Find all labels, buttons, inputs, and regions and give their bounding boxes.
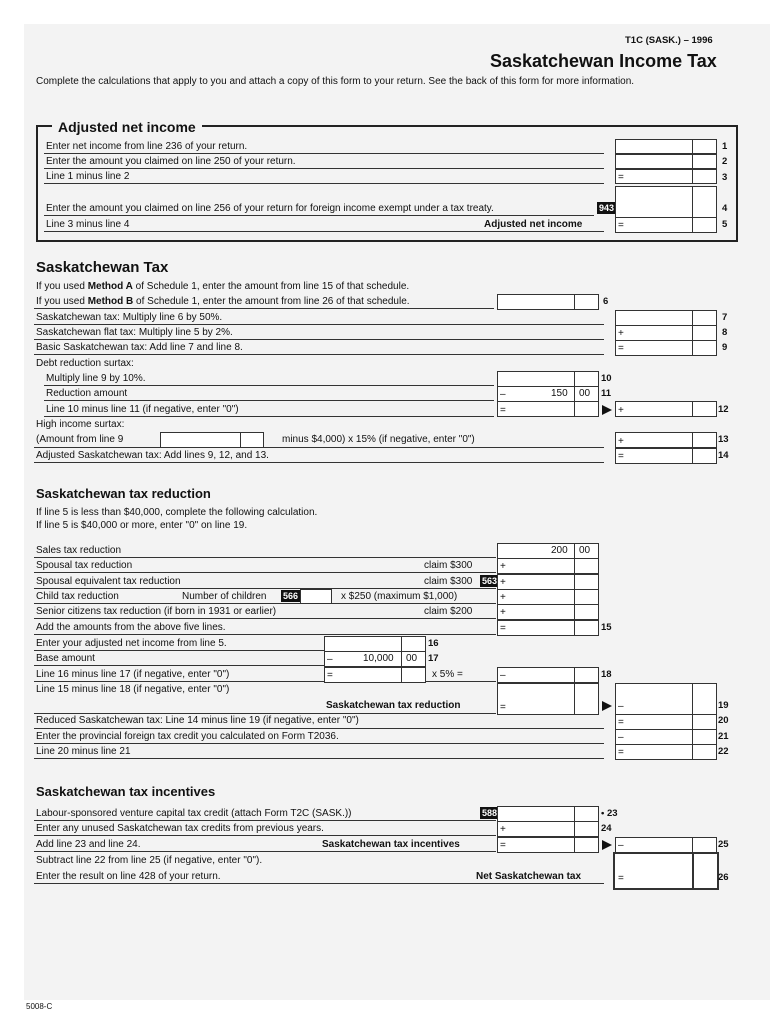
- line19-sub-cents[interactable]: [574, 683, 599, 715]
- form-code: T1C (SASK.) – 1996: [625, 35, 713, 46]
- line12-sub-cents[interactable]: [574, 401, 599, 417]
- line3-cents[interactable]: [692, 169, 717, 184]
- high-surtax-heading: High income surtax:: [36, 419, 125, 430]
- line19-text: Line 15 minus line 18 (if negative, enter "0"): [36, 684, 230, 695]
- base-amount-label: Base amount: [36, 653, 95, 664]
- line20-cents[interactable]: [692, 714, 717, 730]
- line12-input[interactable]: [615, 401, 694, 417]
- line5-input[interactable]: [615, 217, 694, 233]
- senior-label: Senior citizens tax reduction (if born in 1931 or earlier): [36, 606, 277, 617]
- line13-amount-input[interactable]: [160, 432, 242, 448]
- senior-cents[interactable]: [574, 604, 599, 620]
- line22-input[interactable]: [615, 744, 694, 760]
- arrow-right-icon: [602, 405, 612, 415]
- child-input[interactable]: [497, 589, 576, 605]
- code-563: 563: [482, 576, 498, 586]
- line9-input[interactable]: [615, 340, 694, 356]
- footer-code: 5008-C: [26, 1002, 53, 1011]
- intro-text: Complete the calculations that apply to you and attach a copy of this form to your return. See the back of this form for more information.: [36, 76, 635, 87]
- spousal-cents[interactable]: [574, 558, 599, 574]
- line8-text: Saskatchewan flat tax: Multiply line 5 by 2%.: [36, 327, 233, 338]
- line25-sub-input[interactable]: [497, 837, 576, 853]
- equiv-cents[interactable]: [574, 574, 599, 590]
- line7-text: Saskatchewan tax: Multiply line 6 by 50%.: [36, 312, 223, 323]
- code-943: 943: [599, 203, 615, 213]
- reduction-amount-value: 150: [551, 388, 568, 399]
- line13-text-a: (Amount from line 9: [36, 434, 124, 445]
- line14-text: Adjusted Saskatchewan tax: Add lines 9, 12, and 13.: [36, 450, 269, 461]
- line25-text: Add line 23 and line 24.: [36, 839, 141, 850]
- code-566: 566: [283, 591, 299, 601]
- line8-cents[interactable]: [692, 325, 717, 341]
- line5-cents[interactable]: [692, 217, 717, 233]
- line21-input[interactable]: [615, 729, 694, 745]
- line12-text: Line 10 minus line 11 (if negative, enter "0"): [46, 404, 239, 415]
- line5-num: 5: [722, 219, 728, 230]
- ani-line1-text: Enter net income from line 236 of your return.: [46, 141, 248, 152]
- line24-text: Enter any unused Saskatchewan tax credits from previous years.: [36, 823, 324, 834]
- line24-cents[interactable]: [574, 821, 599, 837]
- line8-input[interactable]: [615, 325, 694, 341]
- line19-cents[interactable]: [692, 683, 717, 715]
- equiv-input[interactable]: [497, 574, 576, 590]
- line1-num: 1: [722, 141, 728, 152]
- line23-cents[interactable]: [574, 806, 599, 822]
- line22-text: Line 20 minus line 21: [36, 746, 131, 757]
- line24-input[interactable]: [497, 821, 576, 837]
- line26-text-a: Subtract line 22 from line 25 (if negative, enter "0").: [36, 855, 263, 866]
- line19-sub-input[interactable]: [497, 683, 576, 715]
- base-amount-value: 10,000: [363, 653, 394, 664]
- line16-cents[interactable]: [401, 636, 426, 652]
- line26-text-b: Enter the result on line 428 of your return.: [36, 871, 221, 882]
- ani-line2-text: Enter the amount you claimed on line 250 of your return.: [46, 156, 296, 167]
- line1-cents[interactable]: [692, 139, 717, 154]
- ani-line4-text: Enter the amount you claimed on line 256 of your return for foreign income exempt under a tax treaty.: [46, 203, 494, 214]
- line10-input[interactable]: [497, 371, 576, 387]
- net-sk-tax-label: Net Saskatchewan tax: [476, 871, 582, 882]
- arrow-right-icon: [602, 701, 612, 711]
- line10-text: Multiply line 9 by 10%.: [46, 373, 146, 384]
- reduction-note-2: If line 5 is $40,000 or more, enter "0" on line 19.: [36, 520, 248, 531]
- line4-cents[interactable]: [692, 186, 717, 218]
- line4-num: 4: [722, 203, 728, 214]
- line11-text: Reduction amount: [46, 388, 128, 399]
- line12-cents[interactable]: [692, 401, 717, 417]
- method-a-line: If you used Method A of Schedule 1, enter the amount from line 15 of that schedule.: [36, 281, 410, 292]
- line10-cents[interactable]: [574, 371, 599, 387]
- line7-input[interactable]: [615, 310, 694, 326]
- equiv-label: Spousal equivalent tax reduction: [36, 576, 181, 587]
- line15-input[interactable]: [497, 620, 576, 636]
- senior-input[interactable]: [497, 604, 576, 620]
- line20-input[interactable]: [615, 714, 694, 730]
- line26-input[interactable]: [613, 852, 696, 890]
- line2-input[interactable]: [615, 154, 694, 169]
- line7-cents[interactable]: [692, 310, 717, 326]
- reduction-note-1: If line 5 is less than $40,000, complete the following calculation.: [36, 507, 318, 518]
- line6-input[interactable]: [497, 294, 576, 310]
- form-title: Saskatchewan Income Tax: [490, 51, 717, 71]
- children-count-input[interactable]: [300, 589, 332, 604]
- ani-title: Adjusted net income: [52, 119, 202, 135]
- line16-input[interactable]: [324, 636, 403, 652]
- add5-label: Add the amounts from the above five lines.: [36, 622, 226, 633]
- ani-line5-text: Line 3 minus line 4: [46, 219, 130, 230]
- sk-tax-title: Saskatchewan Tax: [36, 259, 169, 276]
- code-588: 588: [482, 808, 498, 818]
- line18-cents[interactable]: [574, 667, 599, 683]
- reduction-title: Saskatchewan tax reduction: [36, 486, 211, 501]
- ani-line3-text: Line 1 minus line 2: [46, 171, 130, 182]
- line25-input[interactable]: [615, 837, 694, 853]
- line9-text: Basic Saskatchewan tax: Add line 7 and line 8.: [36, 342, 243, 353]
- child-label: Child tax reduction: [36, 591, 119, 602]
- line3-num: 3: [722, 172, 728, 183]
- method-b-line: If you used Method B of Schedule 1, enter the amount from line 26 of that schedule.: [36, 296, 410, 307]
- line13-amount-cents[interactable]: [240, 432, 264, 448]
- line1-input[interactable]: [615, 139, 694, 154]
- line21-text: Enter the provincial foreign tax credit you calculated on Form T2036.: [36, 731, 339, 742]
- line13-cents[interactable]: [692, 432, 717, 448]
- line16-text: Enter your adjusted net income from line 5.: [36, 638, 227, 649]
- line18-sub-cents[interactable]: [401, 667, 426, 683]
- line25-cents[interactable]: [692, 837, 717, 853]
- debt-surtax-heading: Debt reduction surtax:: [36, 358, 134, 369]
- line2-num: 2: [722, 156, 728, 167]
- sk-tax-incentives-label: Saskatchewan tax incentives: [322, 839, 460, 850]
- line6-num: 6: [603, 296, 609, 307]
- line15-cents[interactable]: [574, 620, 599, 636]
- line9-cents[interactable]: [692, 340, 717, 356]
- sk-tax-reduction-label: Saskatchewan tax reduction: [326, 700, 461, 711]
- line18-text: Line 16 minus line 17 (if negative, enter "0"): [36, 669, 230, 680]
- line2-cents[interactable]: [692, 154, 717, 169]
- line3-input[interactable]: [615, 169, 694, 184]
- line18-input[interactable]: [497, 667, 576, 683]
- line14-input[interactable]: [615, 448, 694, 464]
- line19-input[interactable]: [615, 683, 694, 715]
- line23-text: Labour-sponsored venture capital tax credit (attach Form T2C (SASK.)): [36, 808, 352, 819]
- incentives-title: Saskatchewan tax incentives: [36, 784, 216, 799]
- spousal-input[interactable]: [497, 558, 576, 574]
- line4-input[interactable]: [615, 186, 694, 218]
- spousal-label: Spousal tax reduction: [36, 560, 133, 571]
- line22-cents[interactable]: [692, 744, 717, 760]
- line13-input[interactable]: [615, 432, 694, 448]
- line20-text: Reduced Saskatchewan tax: Line 14 minus line 19 (if negative, enter "0"): [36, 715, 359, 726]
- sales-tax-label: Sales tax reduction: [36, 545, 122, 556]
- arrow-right-icon: [602, 840, 612, 850]
- line21-cents[interactable]: [692, 729, 717, 745]
- line26-cents[interactable]: [692, 852, 719, 890]
- line14-cents[interactable]: [692, 448, 717, 464]
- line25-sub-cents[interactable]: [574, 837, 599, 853]
- line12-sub-input[interactable]: [497, 401, 576, 417]
- line18-sub-input[interactable]: [324, 667, 403, 683]
- adjusted-net-income-label: Adjusted net income: [484, 219, 583, 230]
- line6-cents[interactable]: [574, 294, 599, 310]
- child-cents[interactable]: [574, 589, 599, 605]
- line13-text-b: minus $4,000) x 15% (if negative, enter "0"): [282, 434, 475, 445]
- line23-input[interactable]: [497, 806, 576, 822]
